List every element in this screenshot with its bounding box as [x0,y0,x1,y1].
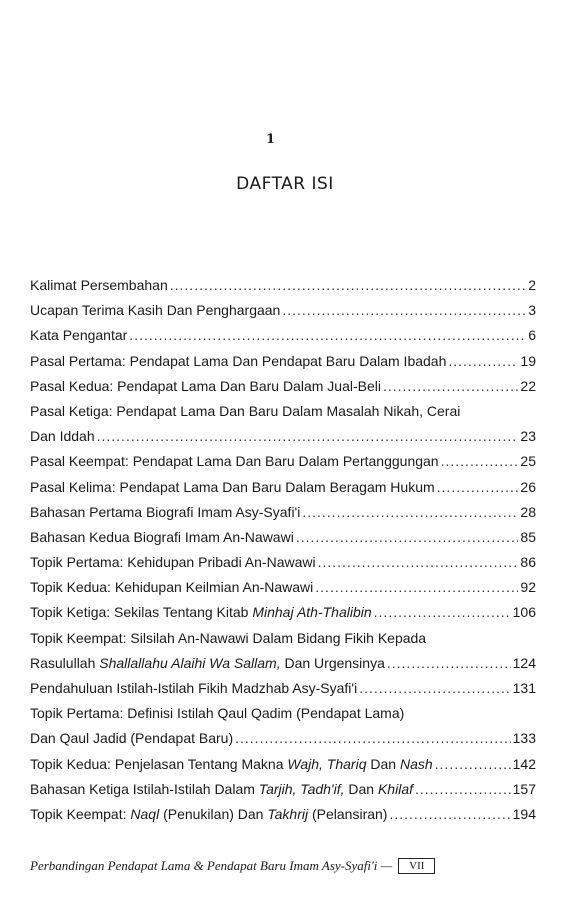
toc-entry-italic: Naql [130,805,160,822]
toc-entry-title [30,449,439,474]
toc-entry [30,701,536,726]
toc-entry-text: Ucapan Terima Kasih Dan Penghargaan [30,302,281,319]
toc-entry-text: Dan [366,755,400,772]
dot-leader [441,449,519,474]
toc-entry-page: 28 [520,503,536,520]
toc-entry-title [30,802,387,827]
toc-entry-title [30,651,385,676]
toc-entry-title [30,701,536,726]
toc-entry [30,550,536,575]
toc-entry-text: Topik Pertama: Kehidupan Pribadi An-Nawawi [30,554,316,571]
toc-entry [30,752,536,777]
toc-entry [30,475,536,500]
toc-entry-page: 157 [512,780,536,797]
dot-leader [387,651,511,676]
toc-entry-page: 85 [520,528,536,545]
dot-leader [437,475,519,500]
toc-entry-page: 22 [520,377,536,394]
toc-entry-title [30,323,127,348]
toc-entry-title [30,726,233,751]
dot-leader [235,726,511,751]
toc-entry-title [30,273,168,298]
toc-entry-title [30,777,413,802]
toc-entry-page: 23 [520,428,536,445]
toc-entry-page: 25 [520,453,536,470]
toc-entry-title [30,676,357,701]
toc-entry-italic: Khilaf [377,780,413,797]
toc-entry-title [30,500,300,525]
toc-entry-text: Rasulullah [30,654,100,671]
toc-entry-page: 3 [528,302,536,319]
dot-leader [435,752,511,777]
toc-entry-italic: Minhaj Ath-Thalibin [252,604,372,621]
toc-entry-page: 106 [512,604,536,621]
toc-entry [30,802,536,827]
dot-leader [383,374,518,399]
toc-entry [30,374,536,399]
toc-entry-title [30,298,280,323]
toc-entry-page: 86 [520,554,536,571]
toc-entry [30,525,536,550]
toc-entry-page: 142 [512,755,536,772]
toc-entry-text: Bahasan Kedua Biografi Imam An-Nawawi [30,528,294,545]
toc-entry-page: 92 [520,579,536,596]
toc-entry-text: Topik Keempat: Silsilah An-Nawawi Dalam Bidang Fikih Kepada [30,629,427,646]
dot-leader [97,424,519,449]
toc-entry-page: 6 [528,327,536,344]
toc-entry-text: Dan Iddah [30,428,95,445]
dot-leader [296,525,519,550]
toc-entry-text: Dan Qaul Jadid (Pendapat Baru) [30,730,234,747]
toc-entry-text: Dan [344,780,378,797]
toc-entry [30,651,536,676]
page-mark: 1 [266,132,276,147]
dot-leader [170,273,526,298]
dot-leader [318,550,519,575]
toc-entry-title [30,349,446,374]
page-title: DAFTAR ISI [236,174,334,194]
toc-entry-text: (Pelansiran) [308,805,388,822]
toc-entry-italic: Shallallahu Alaihi Wa Sallam, [99,654,281,671]
toc-entry-italic: Takhrij [267,805,309,822]
toc-entry [30,600,536,625]
running-title: Perbandingan Pendapat Lama & Pendapat Baru Imam Asy-Syafi'i — [30,858,393,873]
toc-entry-text: Topik Ketiga: Sekilas Tentang Kitab [30,604,253,621]
toc-entry-page: 26 [520,478,536,495]
toc-entry-text: Topik Kedua: Penjelasan Tentang Makna [30,755,288,772]
toc-entry-title [30,475,435,500]
dot-leader [129,323,526,348]
toc-entry-title [30,424,95,449]
dot-leader [415,777,511,802]
toc-entry [30,273,536,298]
toc-entry-page: 133 [512,730,536,747]
toc-entry-text: Pasal Kedua: Pendapat Lama Dan Baru Dalam Jual-Beli [30,377,381,394]
toc-entry-title [30,600,372,625]
page-number: VII [398,858,435,874]
toc-entry-text: Topik Pertama: Definisi Istilah Qaul Qadim (Pendapat Lama) [30,705,405,722]
toc-entry-text: Pasal Kelima: Pendapat Lama Dan Baru Dalam Beragam Hukum [30,478,435,495]
toc-entry-text: Pendahuluan Istilah-Istilah Fikih Madzhab Asy-Syafi'i [30,680,358,696]
page-footer [30,858,540,874]
toc-entry [30,424,536,449]
toc-entry-text: Pasal Keempat: Pendapat Lama Dan Baru Dalam Pertanggungan [30,453,439,470]
toc-entry [30,449,536,474]
toc-entry-title [30,525,294,550]
dot-leader [448,349,518,374]
toc-entry [30,676,536,701]
toc-entry-text: Bahasan Ketiga Istilah-Istilah Dalam [30,780,259,797]
dot-leader [315,575,518,600]
toc-entry-italic: Tarjih, Tadh'if, [258,780,345,797]
toc-entry [30,349,536,374]
table-of-contents [30,273,536,827]
toc-entry-page: 2 [528,277,536,293]
dot-leader [359,676,510,701]
toc-entry-text: Topik Kedua: Kehidupan Keilmian An-Nawawi [30,579,314,596]
toc-entry-page: 194 [512,805,536,822]
toc-entry [30,298,536,323]
toc-entry-page: 124 [512,654,536,671]
dot-leader [282,298,526,323]
toc-entry [30,575,536,600]
toc-entry [30,500,536,525]
toc-entry-italic: Nash [399,755,433,772]
toc-entry-title [30,550,316,575]
toc-entry-title [30,626,536,651]
toc-entry-title [30,399,536,424]
toc-entry-title [30,374,381,399]
dot-leader [302,500,518,525]
toc-entry-text: Pasal Ketiga: Pendapat Lama Dan Baru Dalam Masalah Nikah, Cerai [30,402,461,419]
toc-entry-page: 131 [512,680,536,696]
toc-entry-text: (Penukilan) Dan [159,805,268,822]
toc-entry-text: Kata Pengantar [30,327,128,344]
toc-entry [30,777,536,802]
toc-entry-text: Kalimat Persembahan [30,277,168,293]
toc-entry-title [30,575,313,600]
toc-entry-text: Dan Urgensinya [280,654,385,671]
toc-entry-text: Pasal Pertama: Pendapat Lama Dan Pendapat Baru Dalam Ibadah [30,352,447,369]
toc-entry-text: Bahasan Pertama Biografi Imam Asy-Syafi'i [30,503,301,520]
dot-leader [389,802,510,827]
toc-entry-text: Topik Keempat: [30,805,131,822]
toc-entry [30,323,536,348]
toc-entry [30,626,536,651]
toc-entry-title [30,752,433,777]
toc-entry-italic: Wajh, Thariq [287,755,367,772]
toc-entry [30,726,536,751]
toc-entry-page: 19 [520,352,536,369]
toc-entry [30,399,536,424]
dot-leader [374,600,511,625]
